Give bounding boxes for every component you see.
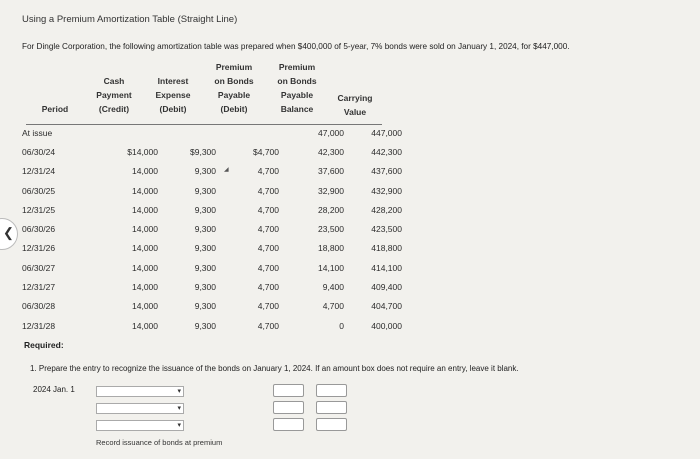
cell-period: 06/30/26 xyxy=(22,224,56,235)
cell-interest: 9,300 xyxy=(194,224,216,235)
cell-carrying: 428,200 xyxy=(371,204,402,215)
cell-period: 06/30/28 xyxy=(22,301,56,312)
question-1: 1. Prepare the entry to recognize the issuance of the bonds on January 1, 2024. If an amount box does not require an entry, leave it blank. xyxy=(30,364,519,373)
table-row xyxy=(22,316,402,335)
cell-cash: 14,000 xyxy=(132,301,158,312)
cell-period: 06/30/27 xyxy=(22,262,56,273)
cell-period: 12/31/28 xyxy=(22,320,56,331)
cell-premium: $4,700 xyxy=(253,146,279,157)
credit-amount-2[interactable] xyxy=(316,401,347,414)
cell-carrying: 442,300 xyxy=(371,146,402,157)
cell-interest xyxy=(158,123,216,142)
header-interest-expense: Interest Expense (Debit) xyxy=(155,76,191,114)
journal-date: 2024 Jan. 1 xyxy=(33,385,75,394)
cell-balance: 28,200 xyxy=(318,204,344,215)
table-row xyxy=(22,297,402,316)
cell-cash: $14,000 xyxy=(127,146,158,157)
cell-cash: 14,000 xyxy=(132,320,158,331)
cell-cash: 14,000 xyxy=(132,204,158,215)
debit-amount-3[interactable] xyxy=(273,418,304,431)
cell-interest: 9,300 xyxy=(194,320,216,331)
cell-balance: 0 xyxy=(339,320,344,331)
cell-carrying: 423,500 xyxy=(371,224,402,235)
cell-period: 12/31/25 xyxy=(22,204,56,215)
credit-amount-3[interactable] xyxy=(316,418,347,431)
chevron-left-icon: ❮ xyxy=(3,225,14,240)
cell-carrying: 447,000 xyxy=(371,127,402,138)
cell-premium: 4,700 xyxy=(257,320,279,331)
cell-premium: 4,700 xyxy=(257,166,279,177)
cell-period: 06/30/25 xyxy=(22,185,56,196)
cell-premium: 4,700 xyxy=(257,262,279,273)
cell-period: 12/31/26 xyxy=(22,243,56,254)
debit-amount-2[interactable] xyxy=(273,401,304,414)
cell-cash: 14,000 xyxy=(132,282,158,293)
cell-balance: 4,700 xyxy=(322,301,344,312)
back-nav-button[interactable] xyxy=(0,218,18,250)
problem-intro: For Dingle Corporation, the following amortization table was prepared when $400,000 of 5-year, 7% bonds were sold on January 1, 2024, for $447,000. xyxy=(22,42,570,51)
cell-premium: 4,700 xyxy=(257,185,279,196)
cell-cash: 14,000 xyxy=(132,262,158,273)
journal-memo: Record issuance of bonds at premium xyxy=(96,438,223,447)
account-select-2[interactable] xyxy=(96,403,184,414)
cell-interest: $9,300 xyxy=(190,146,216,157)
cell-cash: 14,000 xyxy=(132,224,158,235)
cell-period: 06/30/24 xyxy=(22,146,56,157)
header-carrying-value: Carrying Value xyxy=(337,93,373,117)
amortization-table xyxy=(22,123,402,335)
chevron-down-icon: ▾ xyxy=(177,388,181,395)
cell-premium: 4,700 xyxy=(257,301,279,312)
cell-cash: 14,000 xyxy=(132,185,158,196)
cell-interest: 9,300 xyxy=(194,185,216,196)
cell-balance: 14,100 xyxy=(318,262,344,273)
table-row xyxy=(22,142,402,161)
cell-interest: 9,300 xyxy=(194,204,216,215)
account-select-3[interactable] xyxy=(96,420,184,431)
cell-period: At issue xyxy=(22,127,53,138)
cell-balance: 9,400 xyxy=(322,282,344,293)
cell-interest: 9,300 xyxy=(194,243,216,254)
header-premium-payable: Premium on Bonds Payable (Debit) xyxy=(214,62,254,114)
cell-premium: 4,700 xyxy=(257,243,279,254)
cell-carrying: 414,100 xyxy=(371,262,402,273)
credit-amount-1[interactable] xyxy=(316,384,347,397)
header-cash-payment: Cash Payment (Credit) xyxy=(96,76,132,114)
chevron-down-icon: ▾ xyxy=(177,405,181,412)
cell-carrying: 409,400 xyxy=(371,282,402,293)
table-row xyxy=(22,277,402,296)
header-premium-balance: Premium on Bonds Payable Balance xyxy=(277,62,317,114)
table-row xyxy=(22,181,402,200)
table-row xyxy=(22,200,402,219)
cell-interest: 9,300 xyxy=(194,262,216,273)
cell-carrying: 400,000 xyxy=(371,320,402,331)
table-row xyxy=(22,162,402,181)
cell-balance: 47,000 xyxy=(318,127,344,138)
required-label: Required: xyxy=(24,340,64,350)
cell-balance: 23,500 xyxy=(318,224,344,235)
chevron-down-icon: ▾ xyxy=(177,422,181,429)
cell-cash: 14,000 xyxy=(132,166,158,177)
cell-period: 12/31/24 xyxy=(22,166,56,177)
cell-premium: 4,700 xyxy=(257,204,279,215)
cell-premium: 4,700 xyxy=(257,224,279,235)
account-select-1[interactable] xyxy=(96,386,184,397)
header-period: Period xyxy=(41,104,69,114)
cell-carrying: 404,700 xyxy=(371,301,402,312)
cell-cash: 14,000 xyxy=(132,243,158,254)
table-row xyxy=(22,239,402,258)
cell-balance: 32,900 xyxy=(318,185,344,196)
cell-balance: 18,800 xyxy=(318,243,344,254)
cell-balance: 42,300 xyxy=(318,146,344,157)
cell-cash xyxy=(82,123,158,142)
cursor-mark: ◢ xyxy=(224,167,229,173)
debit-amount-1[interactable] xyxy=(273,384,304,397)
table-row xyxy=(22,123,402,142)
cell-balance: 37,600 xyxy=(318,166,344,177)
cell-premium: 4,700 xyxy=(257,282,279,293)
page-title: Using a Premium Amortization Table (Straight Line) xyxy=(22,14,238,25)
cell-carrying: 432,900 xyxy=(371,185,402,196)
cell-carrying: 437,600 xyxy=(371,166,402,177)
cell-interest: 9,300 xyxy=(194,301,216,312)
cell-premium xyxy=(216,123,279,142)
cell-carrying: 418,800 xyxy=(371,243,402,254)
cell-interest: 9,300 xyxy=(194,166,216,177)
cell-interest: 9,300 xyxy=(194,282,216,293)
cell-period: 12/31/27 xyxy=(22,282,56,293)
table-row xyxy=(22,219,402,238)
table-row xyxy=(22,258,402,277)
